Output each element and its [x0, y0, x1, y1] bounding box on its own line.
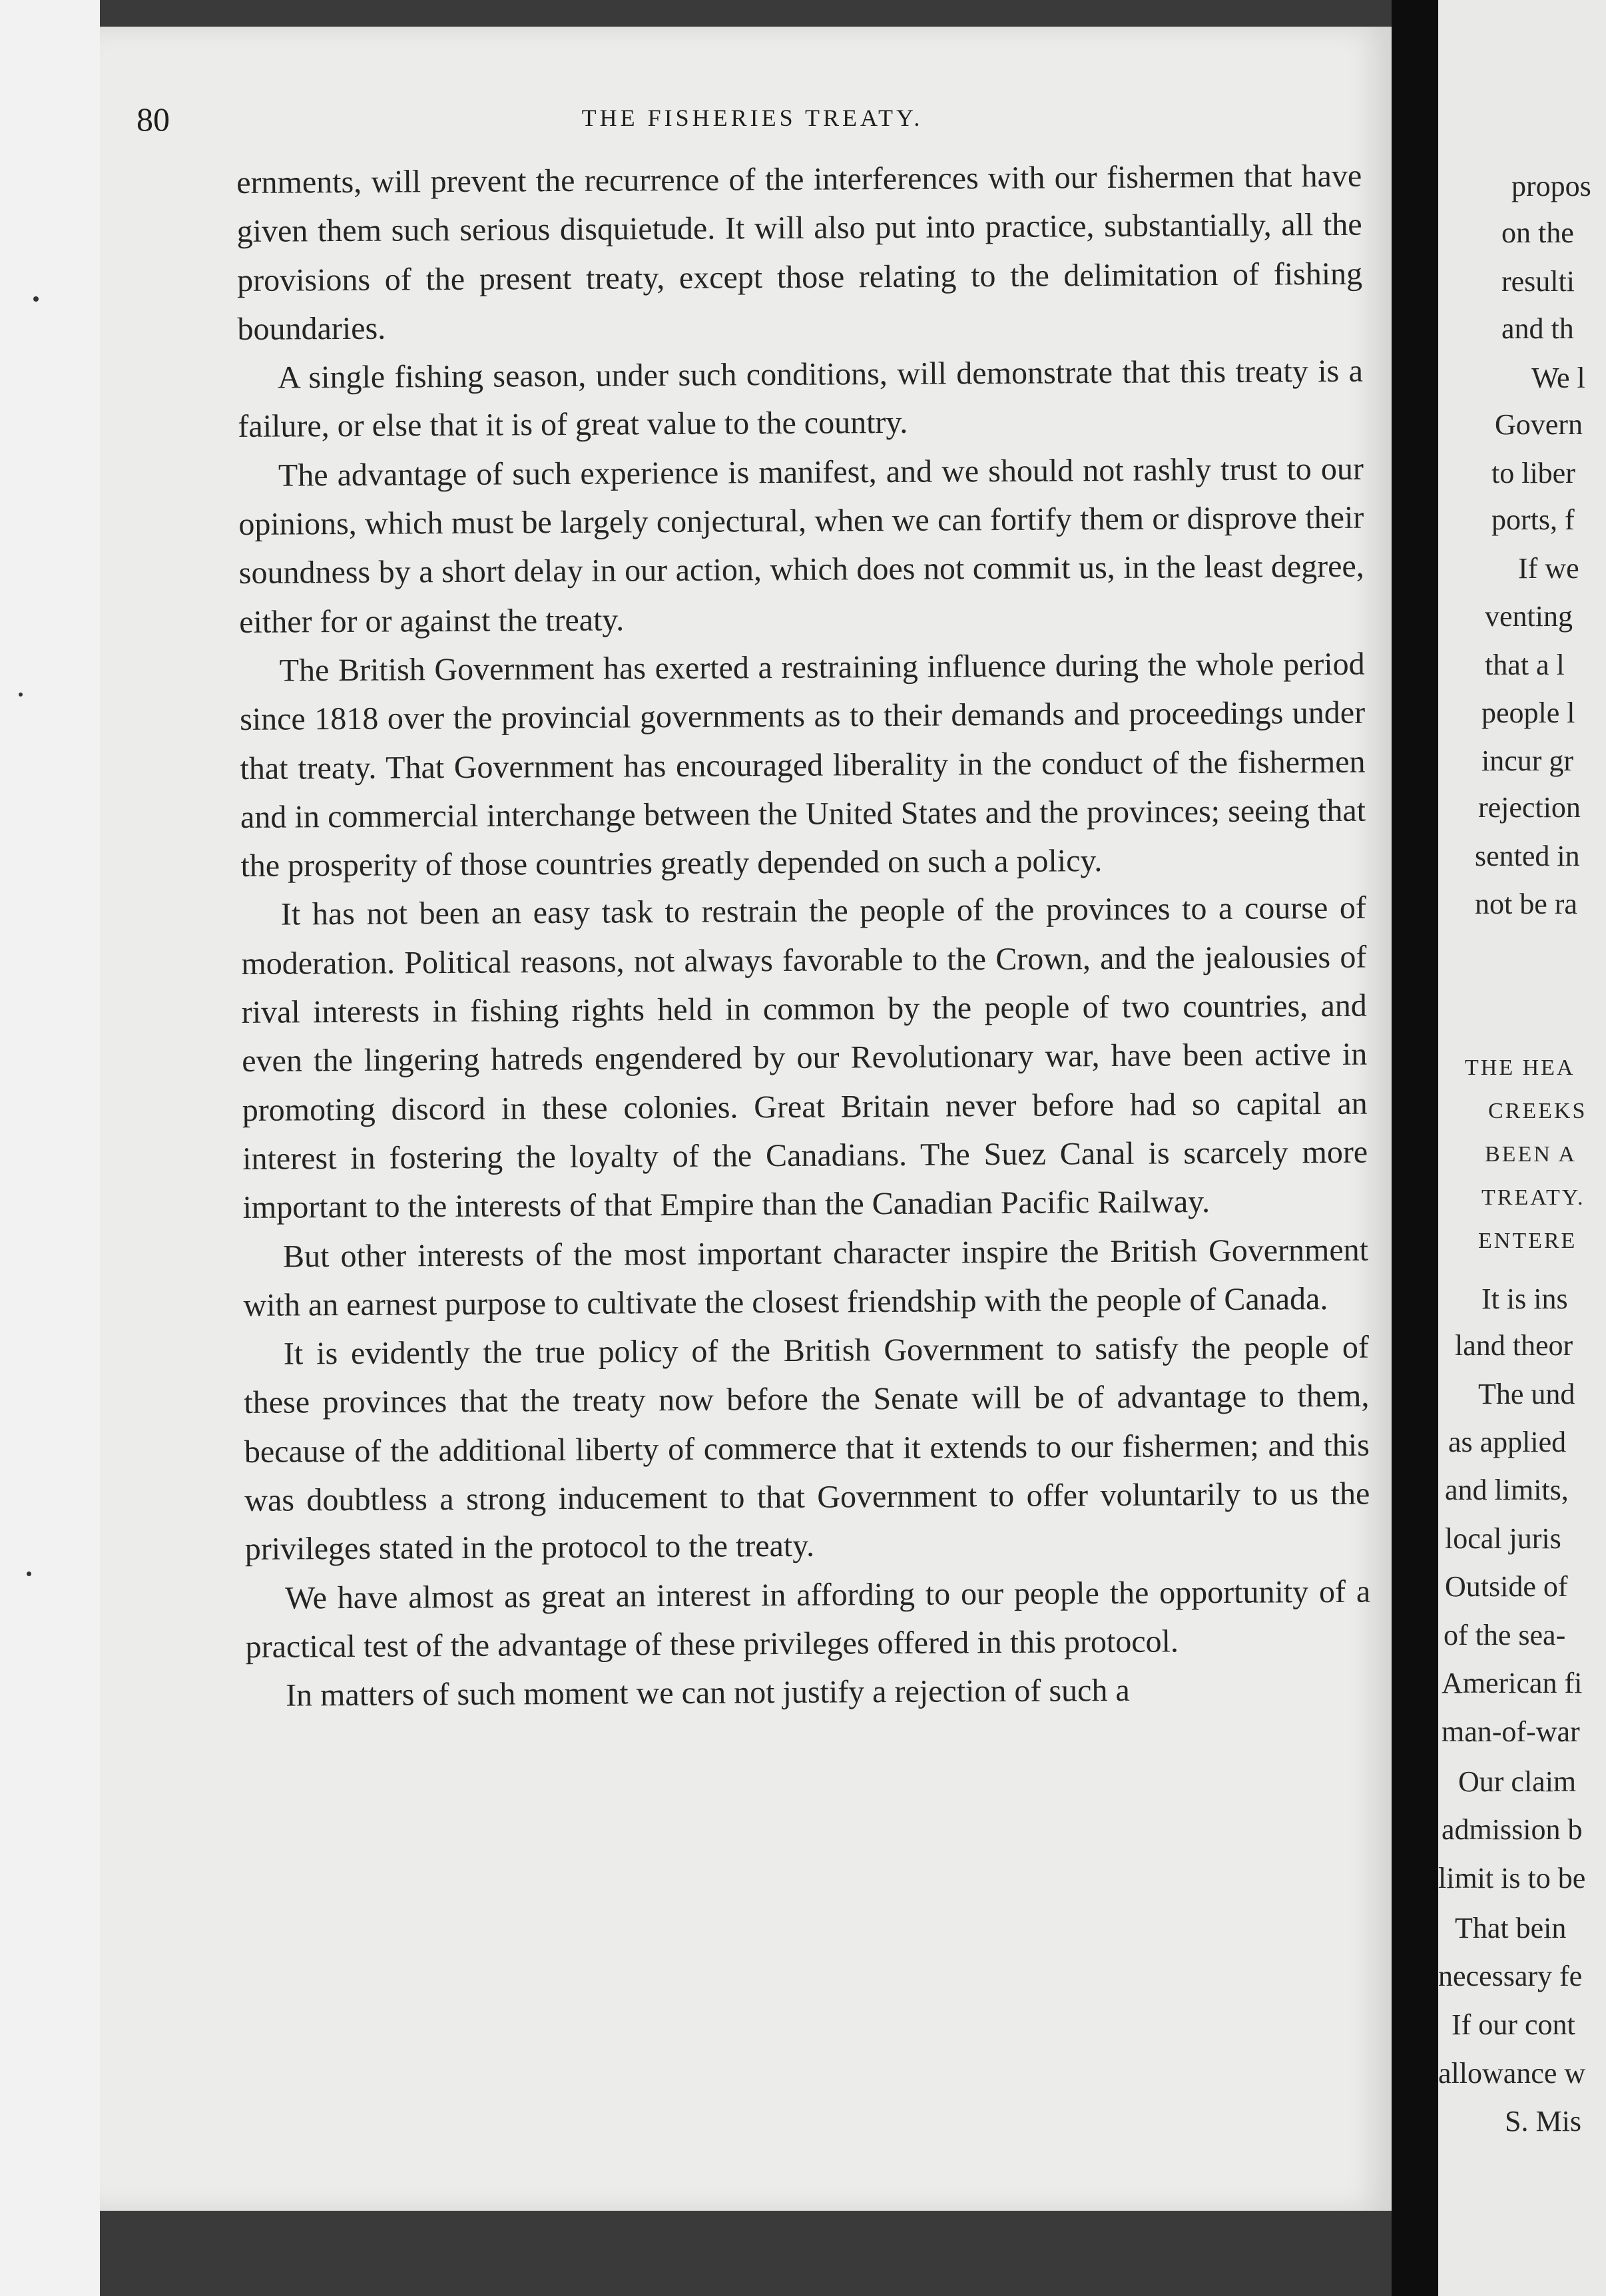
- body-text: [236, 152, 1371, 1721]
- paragraph: The advantage of such experience is manifest, and we should not rashly trust to our opinions, which must be largely conjectural, when we can fortify them or disprove their soundness by a short delay in our action, which does not commit us, in the least degree, either for or against the treaty.: [238, 451, 1364, 640]
- right-page-line: as applied: [1448, 1426, 1567, 1458]
- right-page-line: Govern: [1495, 408, 1583, 441]
- right-page-line: Outside of: [1445, 1570, 1568, 1603]
- right-page-heading-line: CREEKS: [1488, 1099, 1587, 1123]
- paragraph: ernments, will prevent the recurrence of the interferences with our fishermen that have given them such serious disquietude. It will also put into practice, substantially, all the provisions of the present treaty, except those relating to the delimitation of fishing boundaries.: [236, 158, 1363, 347]
- right-page-line: local juris: [1445, 1522, 1561, 1555]
- right-page-line: If our cont: [1452, 2008, 1575, 2041]
- right-page-line: and limits,: [1445, 1474, 1569, 1506]
- right-page-line: necessary fe: [1438, 1960, 1583, 1992]
- right-page-line: and th: [1501, 312, 1574, 345]
- paragraph: But other interests of the most important character inspire the British Government with an earnest purpose to cultivate the closest friendship with the people of Canada.: [243, 1232, 1369, 1323]
- running-head: THE FISHERIES TREATY.: [581, 105, 924, 131]
- right-page-line: people l: [1481, 697, 1575, 729]
- book-binding-gutter: [1392, 0, 1438, 2296]
- right-page-line: of the sea-: [1444, 1619, 1566, 1651]
- paragraph: A single fishing season, under such conditions, will demonstrate that this treaty is a failure, or else that it is of great value to the country.: [238, 353, 1364, 445]
- right-page-line: It is ins: [1481, 1283, 1568, 1315]
- scan-speck: [33, 296, 39, 302]
- scan-speck: [27, 1572, 31, 1576]
- right-page-line: man-of-war: [1442, 1715, 1580, 1748]
- paragraph: It has not been an easy task to restrain the people of the provinces to a course of moderation. Political reasons, not always favorable to the Crown, and the jealousies of rival interests in fishing rights held in common by the people of two countries, and even the lingering hatreds engendered by our Revolutionary war, have been active in promoting discord in these colonies. Great Britain never before had so capital an interest in fostering the loyalty of the Canadians. The Suez Canal is scarcely more important to the interests of that Empire than the Canadian Pacific Railway.: [241, 890, 1368, 1226]
- right-page-line: We l: [1531, 362, 1585, 394]
- right-page-heading-line: ENTERE: [1478, 1229, 1577, 1253]
- right-page-line: That bein: [1455, 1912, 1567, 1944]
- page-number: 80: [136, 101, 170, 138]
- right-page-line: not be ra: [1475, 888, 1577, 920]
- right-page-line: that a l: [1485, 649, 1565, 681]
- right-page-line: sented in: [1475, 840, 1580, 872]
- right-page-line: limit is to be: [1438, 1862, 1586, 1894]
- right-page-line: S. Mis: [1505, 2105, 1581, 2138]
- scan-speck: [19, 693, 23, 697]
- right-page-line: resulti: [1501, 265, 1575, 298]
- scan-left-margin: [0, 0, 100, 2296]
- right-page-line: allowance w: [1438, 2057, 1586, 2090]
- right-page-heading-line: BEEN A: [1485, 1142, 1577, 1167]
- paragraph: It is evidently the true policy of the British Government to satisfy the people of these provinces that the treaty now before the Senate will be of advantage to them, because of the additional liberty of commerce that it extends to our fishermen; and this was doubtless a strong inducement to that Government to offer voluntarily to us the privileges stated in the protocol to the treaty.: [244, 1329, 1370, 1568]
- right-page-line: rejection: [1478, 791, 1581, 824]
- right-page-fragment: [1438, 0, 1606, 2296]
- right-page-line: American fi: [1442, 1667, 1583, 1699]
- right-page-line: admission b: [1442, 1813, 1583, 1846]
- right-page-line: The und: [1478, 1378, 1575, 1410]
- right-page-heading-line: TREATY.: [1481, 1185, 1585, 1210]
- right-page-line: If we: [1518, 552, 1579, 585]
- right-page-line: propos: [1511, 170, 1591, 202]
- right-page-line: ports, f: [1491, 503, 1575, 536]
- paragraph: In matters of such moment we can not justify a rejection of such a: [285, 1673, 1130, 1713]
- right-page-line: venting: [1485, 600, 1573, 633]
- paragraph: We have almost as great an interest in affording to our people the opportunity of a practical test of the advantage of these privileges offered in this protocol.: [245, 1574, 1371, 1665]
- right-page-heading-line: THE HEA: [1465, 1055, 1575, 1080]
- right-page-line: land theor: [1455, 1329, 1573, 1362]
- right-page-line: Our claim: [1458, 1765, 1577, 1798]
- right-page-line: incur gr: [1481, 744, 1574, 777]
- right-page-line: to liber: [1491, 457, 1575, 489]
- paragraph: The British Government has exerted a restraining influence during the whole period since 1818 over the provincial governments as to their demands and proceedings under that treaty. That Government has encouraged liberality in the conduct of the fishermen and in commercial interchange between the United States and the provinces; seeing that the prosperity of those countries greatly depended on such a policy.: [239, 646, 1366, 884]
- right-page-line: on the: [1501, 216, 1574, 249]
- page-header: [136, 100, 1368, 153]
